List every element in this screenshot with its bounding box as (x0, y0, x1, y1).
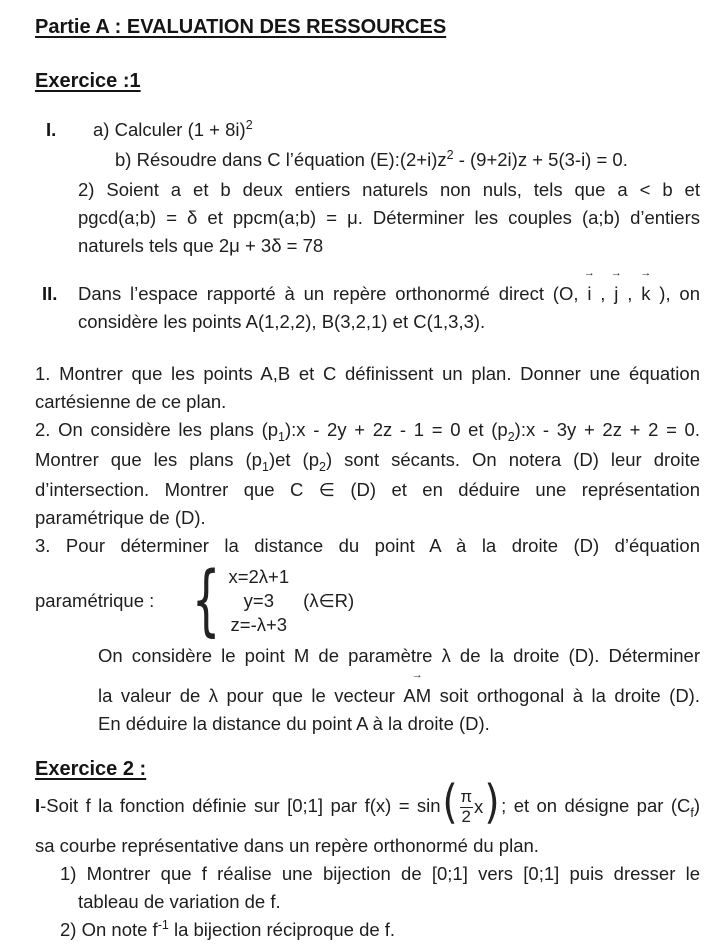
parametric-system: paramétrique : { x=2λ+1 y=3 z=-λ+3 (λ∈R) (35, 555, 355, 646)
vector-AM-letters: AM (403, 685, 432, 706)
q2-seg: ):x - 2y + 2z - 1 = 0 et (p (284, 419, 508, 440)
intro-seg: ; et on désigne par (C (501, 795, 691, 817)
question-2-line1 (35, 416, 700, 446)
intro-seg: ) (693, 795, 700, 817)
q2-pre: 2) On note f (60, 919, 158, 940)
exercise-2-q1-line1: 1) Montrer que f réalise une bijection de [0;1] vers [0;1] puis dresser le (60, 863, 700, 884)
vector-j (610, 267, 622, 308)
vector-i-letter: i (587, 283, 592, 304)
plane-p2-subscript: 2 (507, 430, 515, 444)
question-Ib-line (78, 146, 700, 176)
intro-seg: -Soit f la fonction définie sur [0;1] par f(x) = sin (40, 795, 441, 817)
q2-post: la bijection réciproque de f. (168, 919, 396, 940)
question-Ia-line (78, 116, 700, 146)
vector-arrow-icon: → (610, 267, 622, 279)
parametric-label: paramétrique : (35, 590, 155, 611)
question-Ib-pre: b) Résoudre dans C l’équation (E):(2+i)z (115, 149, 447, 170)
exercise-2-q1-line2: tableau de variation de f. (78, 891, 281, 912)
system-equations (228, 565, 289, 637)
m2-pre: la valeur de λ pour que le vecteur (98, 685, 404, 706)
equation-z: z=-λ+3 (230, 614, 288, 635)
exercise-2-intro-line2: sa courbe représentative dans un repère orthonormé du plan. (35, 835, 539, 856)
equation-x: x=2λ+1 (228, 566, 290, 587)
fraction-denominator: 2 (461, 806, 471, 826)
exercise-2-block (35, 775, 700, 946)
lambda-domain: (λ∈R) (303, 590, 355, 611)
vector-i (583, 267, 595, 308)
fraction-x: x (473, 796, 484, 818)
question-II-line2: considère les points A(1,2,2), B(3,2,1) et C(1,3,3). (78, 311, 486, 332)
plane-p2-subscript: 2 (319, 460, 326, 474)
exercise-1-heading: Exercice :1 (35, 70, 141, 92)
question-Ia-text: a) Calculer (1 + 8i) (93, 119, 246, 140)
question-Ib-post: - (9+2i)z + 5(3-i) = 0. (453, 149, 628, 170)
pi-over-2-fraction (460, 788, 473, 826)
question-II-pre: Dans l’espace rapporté à un repère orthonormé direct (O, (78, 283, 588, 304)
vector-AM (403, 669, 432, 710)
plane-p1-subscript: 1 (278, 430, 285, 444)
vector-arrow-icon: → (640, 267, 652, 279)
question-2-line3: d’intersection. Montrer que C ∈ (D) et en déduire une représentation (35, 479, 700, 500)
vector-arrow-icon: → (583, 267, 595, 279)
question-I2-line1: 2) Soient a et b deux entiers naturels non nuls, tels que a < b et (78, 179, 700, 200)
question-2-line4: paramétrique de (D). (35, 507, 206, 528)
question-2-line2 (35, 446, 700, 476)
q2-seg: )et (p (268, 449, 319, 470)
plane-p1-subscript: 1 (261, 460, 269, 474)
question-1-line2: cartésienne de ce plan. (35, 391, 227, 412)
part-a-heading: Partie A : EVALUATION DES RESSOURCES (35, 16, 447, 38)
m2-post: soit orthogonal à la droite (D). (431, 685, 700, 706)
intro-I-marker: I (35, 795, 41, 817)
vector-j-letter: j (614, 283, 619, 304)
point-M-line3: En déduire la distance du point A à la droite (D). (98, 713, 490, 734)
vector-separator: , (618, 283, 642, 304)
question-3-line1: 3. Pour déterminer la distance du point A à la droite (D) d’équation (35, 535, 700, 556)
point-M-line1: On considère le point M de paramètre λ de la droite (D). Déterminer (98, 645, 700, 666)
exercise-1-questions (35, 360, 700, 738)
vector-arrow-icon: → (411, 669, 423, 681)
exercise-2-intro-line1: I-Soit f la fonction définie sur [0;1] par f(x) = sin( $\frac{\pi}{2}$ x); et on désigne par $(C_f)$ (35, 775, 700, 830)
q2-seg: ) sont sécants. On notera (D) leur droite (325, 449, 700, 470)
exercise-1-item-II (35, 268, 700, 336)
item-I-marker: I. (46, 119, 57, 140)
item-II-marker: II. (42, 283, 58, 304)
exercise-1-item-I (35, 116, 700, 260)
question-I2-line3: naturels tels que 2μ + 3δ = 78 (78, 235, 324, 256)
question-II-post: ), on (650, 283, 701, 304)
exponent-2: 2 (446, 148, 454, 162)
curve-f-subscript: f (690, 806, 694, 821)
question-I2-line2: pgcd(a;b) = δ et ppcm(a;b) = μ. Déterminer les couples (a;b) d’entiers (78, 207, 700, 228)
vector-separator: , (591, 283, 615, 304)
exercise-2-q2-line (35, 916, 700, 946)
fraction-numerator: π (460, 787, 473, 806)
equation-y: y=3 (243, 590, 274, 611)
exercise-2-heading: Exercice 2 : (35, 758, 147, 780)
vector-k (640, 267, 652, 308)
vector-k-letter: k (641, 283, 651, 304)
exponent-2: 2 (245, 118, 253, 132)
point-M-paragraph (35, 642, 700, 738)
inverse-exponent: -1 (157, 918, 169, 932)
q2-seg: ):x - 3y + 2z + 2 = 0. (514, 419, 700, 440)
question-1-line1: 1. Montrer que les points A,B et C définissent un plan. Donner une équation (35, 363, 700, 384)
q2-seg: 2. On considère les plans (p (35, 419, 279, 440)
q2-seg: Montrer que les plans (p (35, 449, 262, 470)
question-II-line1 (78, 268, 700, 308)
point-M-line2 (98, 670, 700, 710)
